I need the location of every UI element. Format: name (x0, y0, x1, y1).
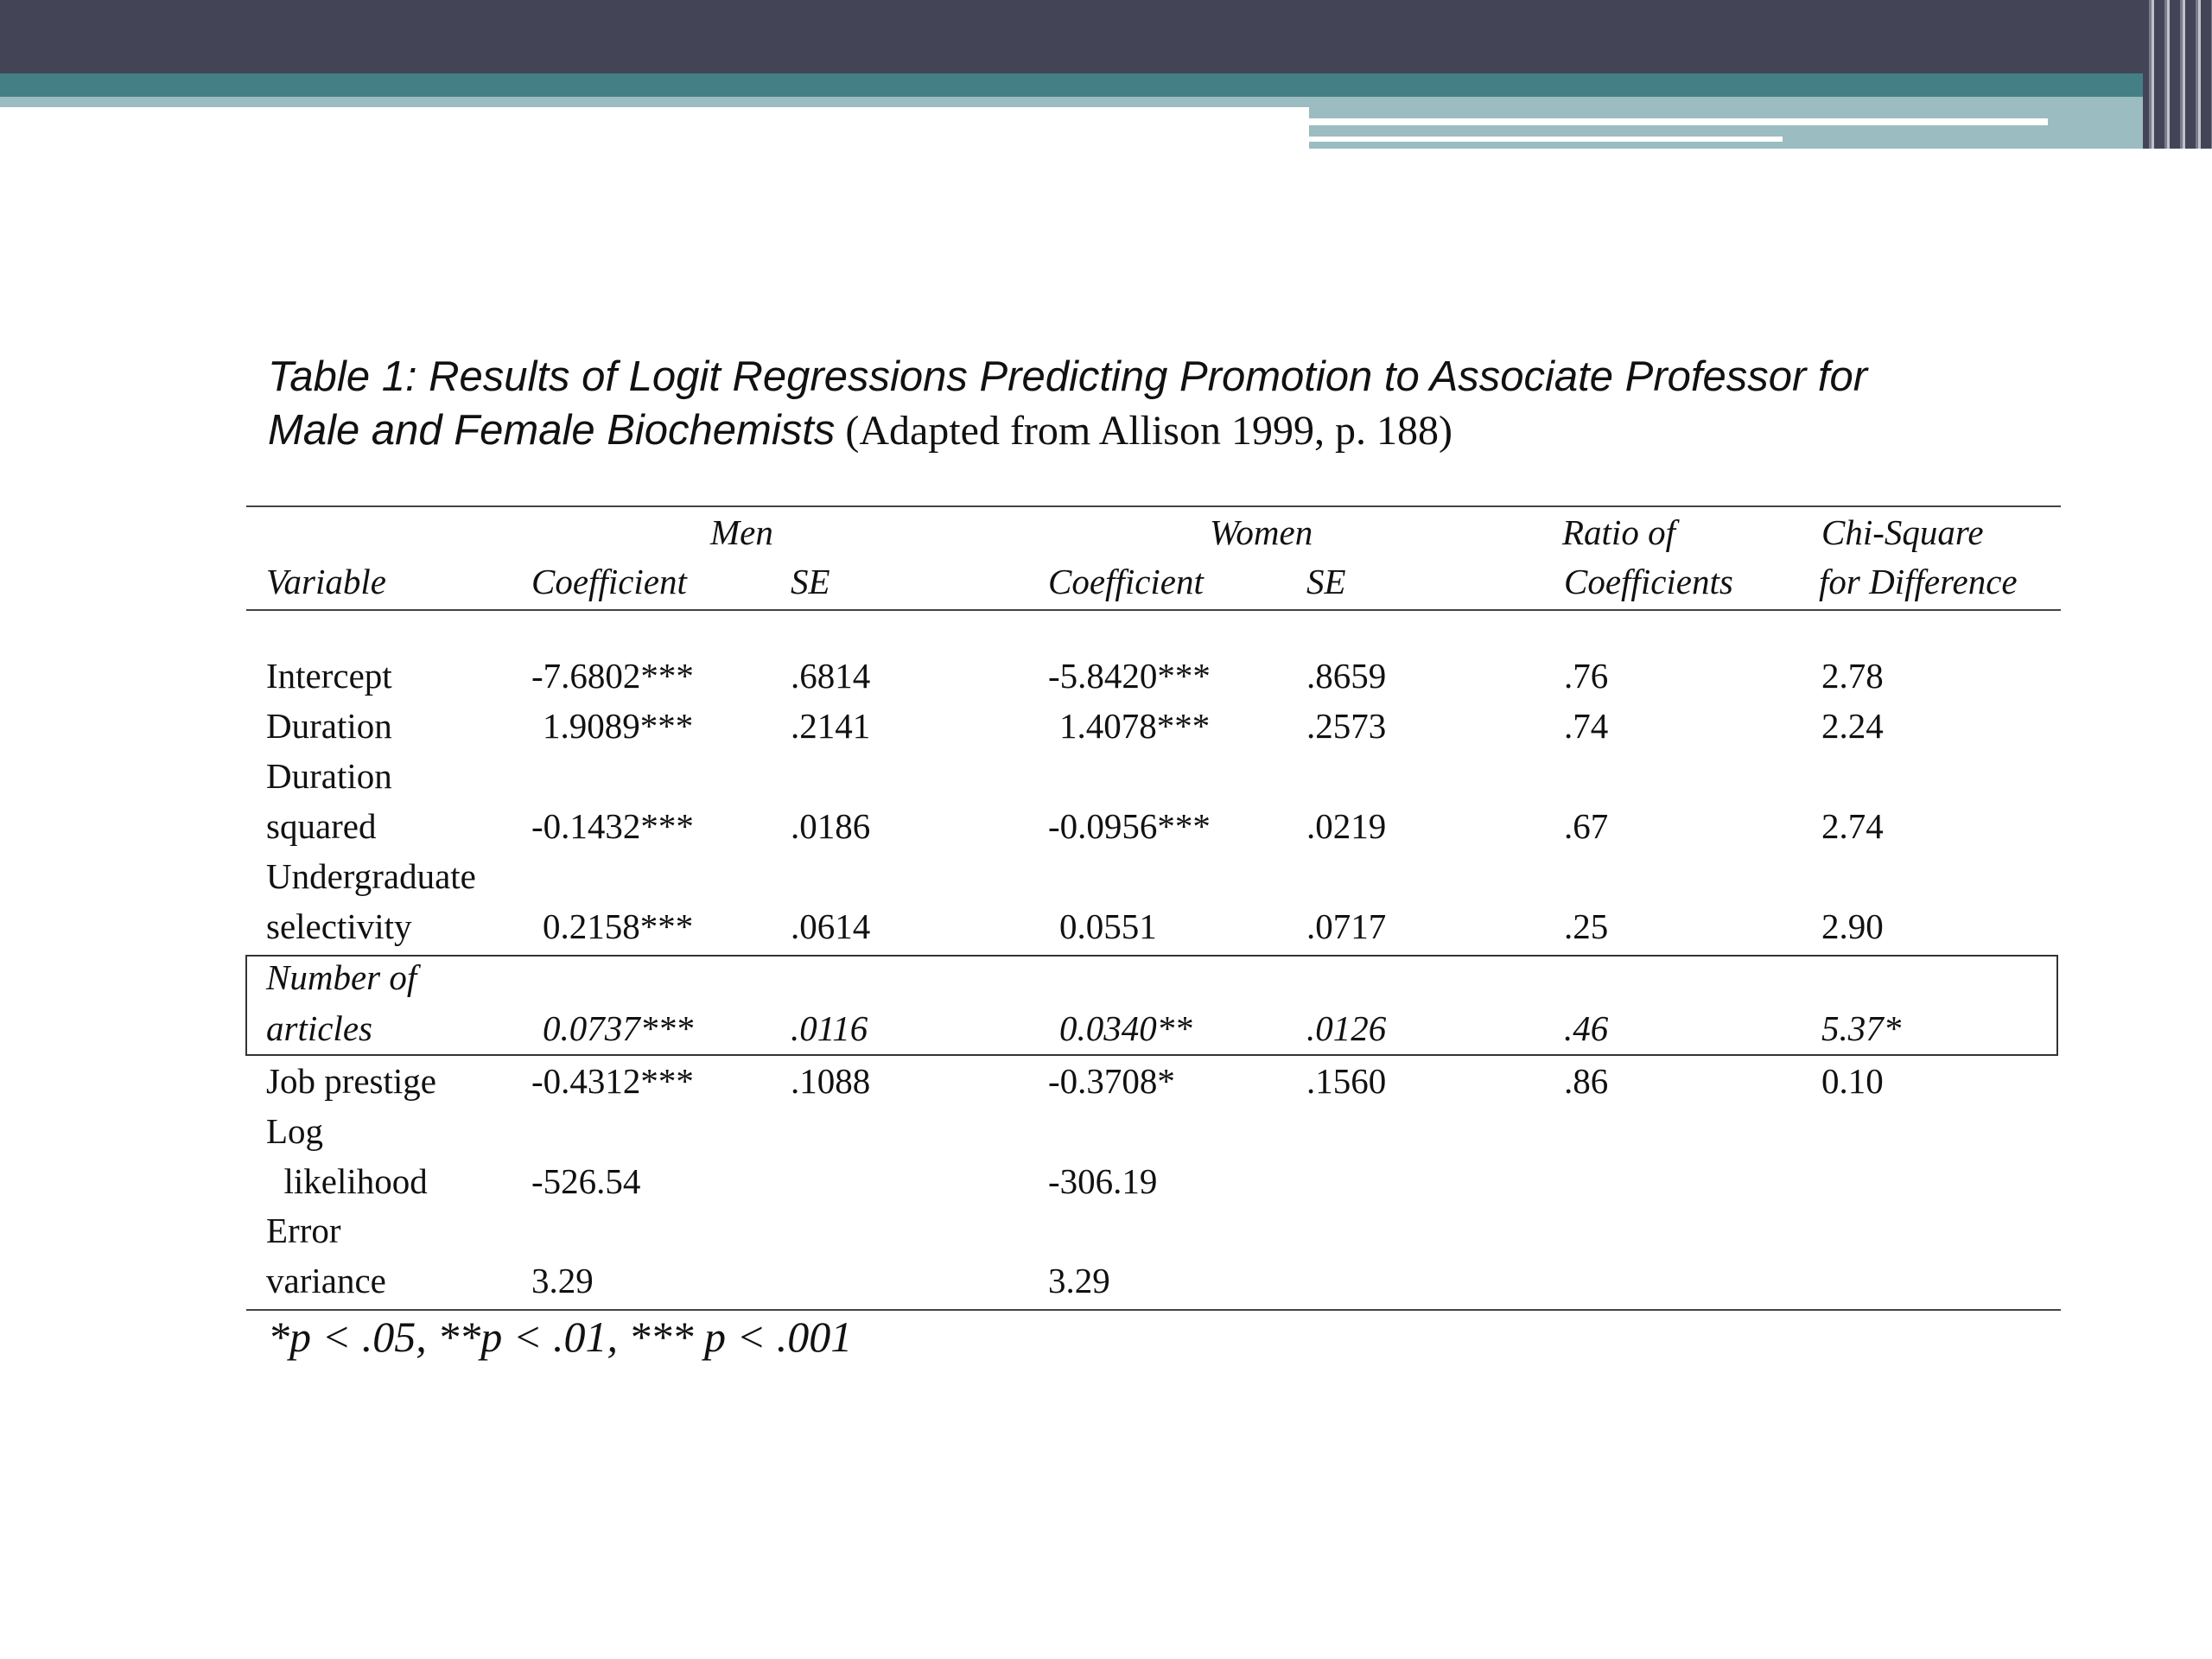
cell-women-coef: 1.4078*** (1059, 706, 1211, 746)
cell-men-coef: -526.54 (531, 1161, 641, 1201)
cell-men-se: .2141 (791, 706, 871, 746)
col-header-women-se: SE (1306, 562, 1346, 601)
header-bar-teal (0, 73, 2212, 97)
cell-variable-line1: Undergraduate (266, 856, 476, 896)
cell-variable: Duration (266, 706, 392, 746)
cell-chi: 2.24 (1821, 706, 1884, 746)
cell-women-se: .8659 (1306, 656, 1387, 696)
cell-variable-line2: likelihood (266, 1161, 428, 1201)
group-header-men: Men (710, 512, 773, 552)
significance-footnote: *p < .05, **p < .01, *** p < .001 (268, 1313, 853, 1361)
cell-men-se: .0614 (791, 906, 871, 946)
cell-men-coef: 1.9089*** (543, 706, 694, 746)
cell-women-se: .0126 (1306, 1008, 1387, 1048)
cell-variable-line2: articles (266, 1008, 372, 1048)
cell-ratio: .76 (1564, 656, 1609, 696)
table-header-rule (246, 609, 2061, 611)
col-header-women-coef: Coefficient (1048, 562, 1204, 601)
title-main-line2: Male and Female Biochemists (268, 407, 836, 454)
header-accent-line (1309, 118, 2048, 125)
cell-variable: Intercept (266, 656, 392, 696)
cell-chi: 2.74 (1821, 806, 1884, 846)
cell-women-se: .0717 (1306, 906, 1387, 946)
cell-men-coef: 0.2158*** (543, 906, 694, 946)
cell-women-coef: -0.3708* (1048, 1061, 1175, 1101)
cell-women-se: .1560 (1306, 1061, 1387, 1101)
cell-variable-line1: Log (266, 1111, 324, 1151)
cell-chi: 0.10 (1821, 1061, 1884, 1101)
cell-variable-line1: Error (266, 1211, 341, 1250)
header-bar-dark (0, 0, 2212, 73)
cell-men-coef: -7.6802*** (531, 656, 694, 696)
group-header-women: Women (1210, 512, 1313, 552)
cell-ratio: .74 (1564, 706, 1609, 746)
cell-variable-line2: variance (266, 1261, 386, 1300)
cell-women-coef: 3.29 (1048, 1261, 1110, 1300)
title-main-line1: Table 1: Results of Logit Regressions Predicting Promotion to Associate Professor for (268, 353, 1868, 400)
cell-women-coef: 0.0551 (1059, 906, 1157, 946)
cell-chi: 2.90 (1821, 906, 1884, 946)
col-header-chi: for Difference (1819, 562, 2018, 601)
cell-men-coef: 3.29 (531, 1261, 594, 1300)
table-top-rule (246, 505, 2061, 507)
group-header-ratio: Ratio of (1562, 512, 1675, 552)
table-title (268, 350, 2082, 457)
header-accent-line-short (1309, 137, 1783, 142)
cell-ratio: .67 (1564, 806, 1609, 846)
cell-men-se: .0116 (791, 1008, 868, 1048)
cell-women-se: .0219 (1306, 806, 1387, 846)
cell-men-coef: -0.4312*** (531, 1061, 694, 1101)
cell-chi: 2.78 (1821, 656, 1884, 696)
cell-chi: 5.37* (1821, 1008, 1902, 1048)
cell-ratio: .25 (1564, 906, 1609, 946)
cell-variable-line1: Duration (266, 756, 392, 796)
cell-women-coef: -306.19 (1048, 1161, 1158, 1201)
cell-variable-line2: selectivity (266, 906, 412, 946)
cell-men-coef: -0.1432*** (531, 806, 694, 846)
cell-women-coef: 0.0340** (1059, 1008, 1192, 1048)
col-header-men-se: SE (791, 562, 830, 601)
cell-ratio: .46 (1564, 1008, 1609, 1048)
title-source: (Adapted from Allison 1999, p. 188) (835, 408, 1452, 454)
cell-ratio: .86 (1564, 1061, 1609, 1101)
cell-variable-line2: squared (266, 806, 377, 846)
cell-men-se: .0186 (791, 806, 871, 846)
table-bottom-rule (246, 1309, 2061, 1311)
header-edge-stripes (2143, 0, 2212, 149)
cell-men-se: .1088 (791, 1061, 871, 1101)
cell-men-coef: 0.0737*** (543, 1008, 694, 1048)
col-header-variable: Variable (266, 562, 386, 601)
cell-variable: Job prestige (266, 1061, 436, 1101)
col-header-men-coef: Coefficient (531, 562, 687, 601)
cell-variable-line1: Number of (266, 957, 417, 997)
cell-women-coef: -5.8420*** (1048, 656, 1211, 696)
cell-women-coef: -0.0956*** (1048, 806, 1211, 846)
group-header-chi: Chi-Square (1821, 512, 1984, 552)
cell-men-se: .6814 (791, 656, 871, 696)
col-header-ratio: Coefficients (1564, 562, 1733, 601)
cell-women-se: .2573 (1306, 706, 1387, 746)
header-bar-light (0, 97, 1309, 107)
